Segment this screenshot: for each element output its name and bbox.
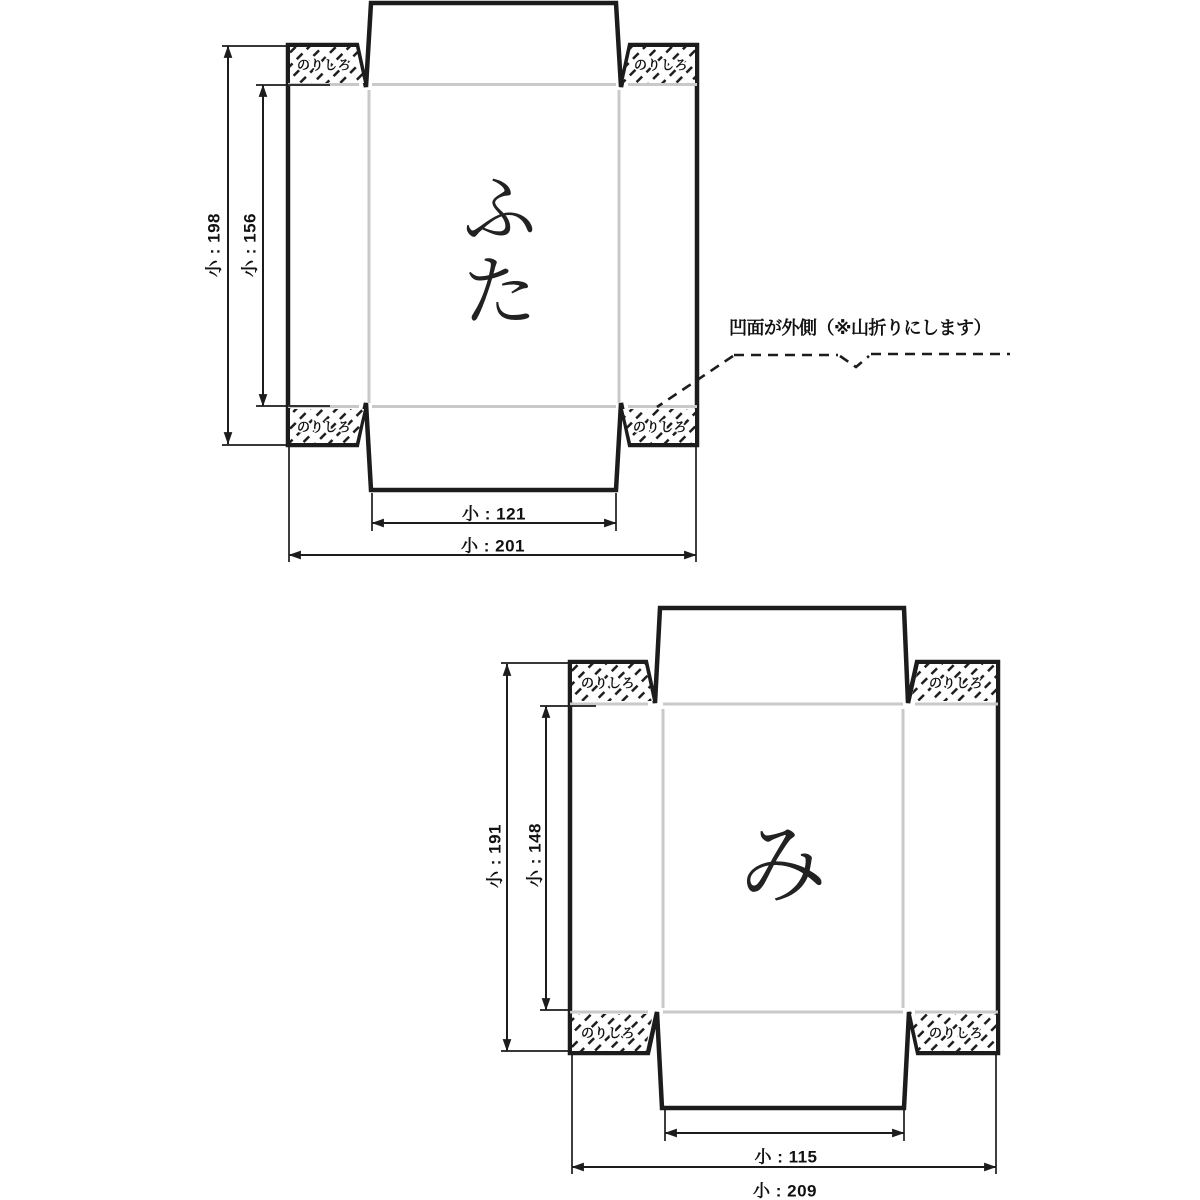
body-dim-width-outer-label: 小 : 209 bbox=[753, 1181, 817, 1200]
lid-dim-width-outer-label: 小 : 201 bbox=[461, 536, 525, 556]
lid-dim-height-inner-label: 小 : 156 bbox=[240, 213, 260, 277]
fold-note-leader bbox=[657, 354, 1010, 407]
glue-tab-label: のりしろ bbox=[296, 419, 352, 435]
body-dim-height-inner-label: 小 : 148 bbox=[525, 823, 545, 887]
lid-panel-label: ふた bbox=[450, 168, 538, 332]
lid-dim-height-outer-label: 小 : 198 bbox=[204, 213, 224, 277]
glue-tab-label: のりしろ bbox=[928, 1025, 984, 1041]
body-dim-width-inner-label: 小 : 115 bbox=[754, 1147, 818, 1167]
fold-note-text: 凹面が外側（※山折りにします） bbox=[729, 318, 991, 338]
glue-tab-label: のりしろ bbox=[632, 419, 688, 435]
body-panel-label: み bbox=[738, 815, 828, 914]
fold-note-underline-dip bbox=[840, 356, 869, 367]
glue-tab-label: のりしろ bbox=[580, 675, 636, 691]
glue-tab-label: のりしろ bbox=[928, 675, 984, 691]
glue-tab-label: のりしろ bbox=[580, 1025, 636, 1041]
body-dim-height-outer-label: 小 : 191 bbox=[485, 824, 505, 888]
lid-dim-width-inner-label: 小 : 121 bbox=[462, 504, 526, 524]
glue-tab-label: のりしろ bbox=[296, 57, 352, 73]
glue-tab-label: のりしろ bbox=[633, 57, 689, 73]
